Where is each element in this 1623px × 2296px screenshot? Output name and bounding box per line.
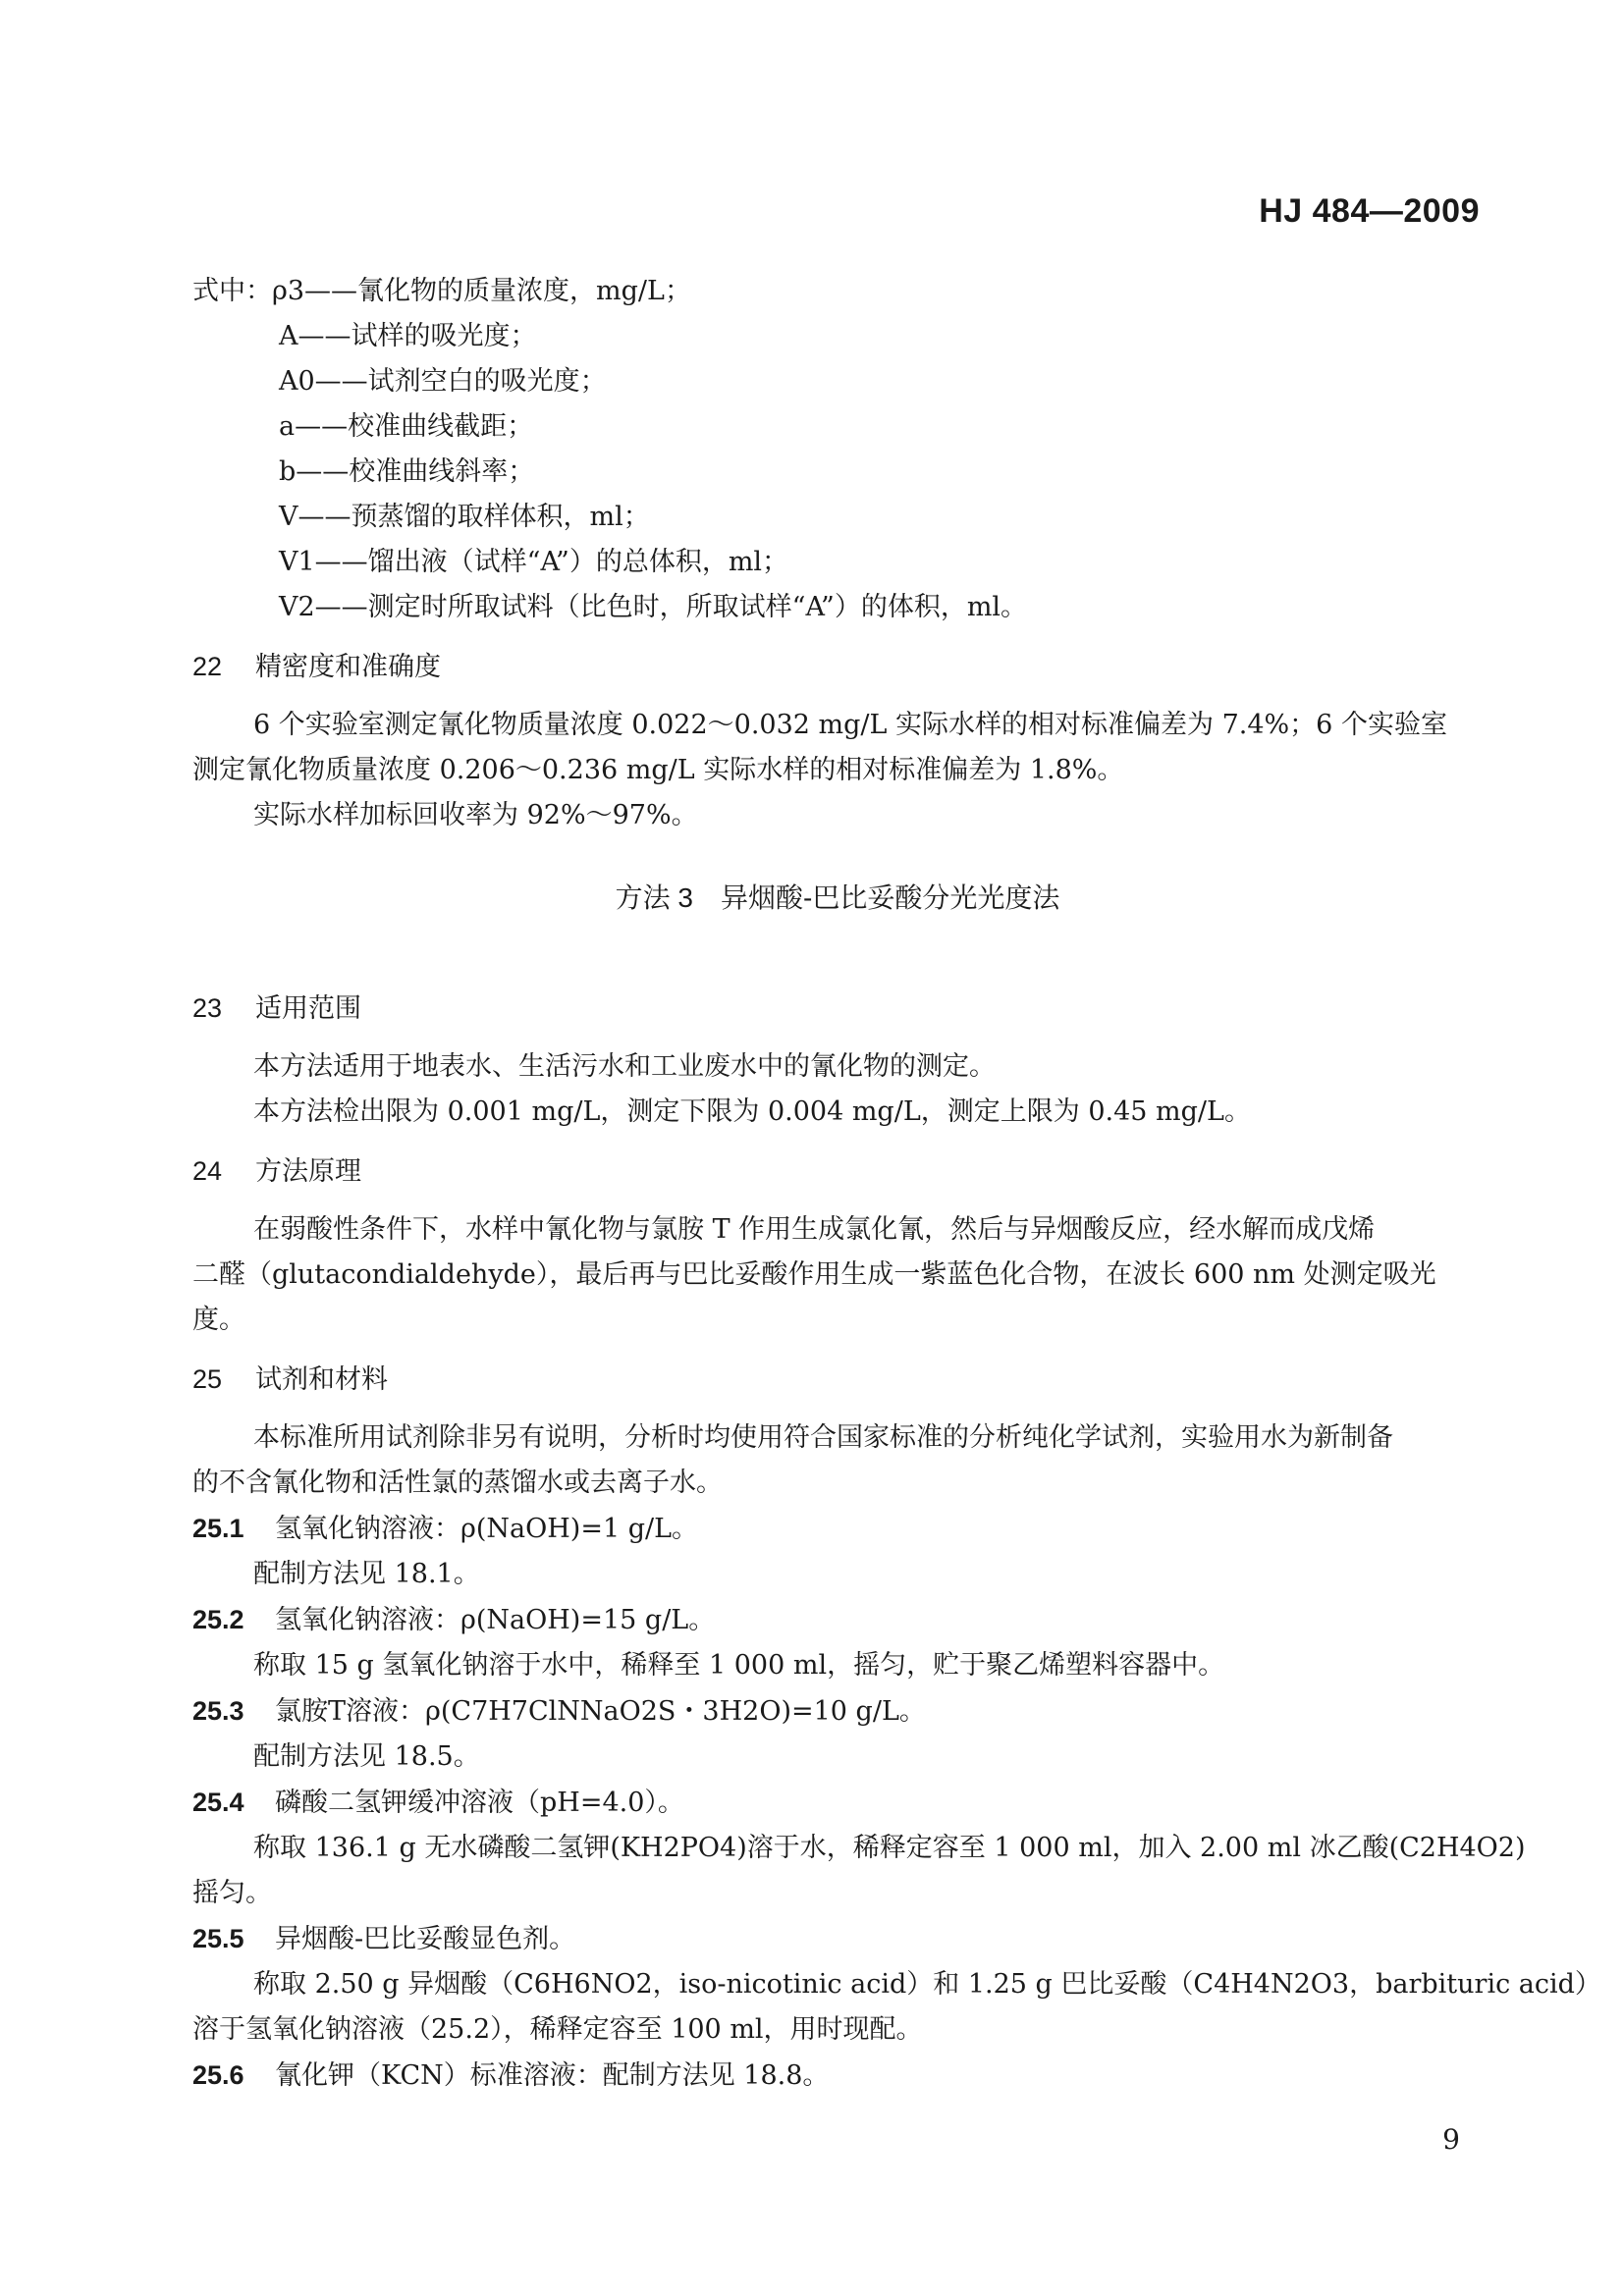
subsection-text: 氢氧化钠溶液：ρ(NaOH)=1 g/L。 [275,1514,699,1544]
section-number: 25 [192,1364,223,1394]
section-heading [192,1357,1483,1402]
paragraph-line: 度。 [192,1305,245,1335]
page-content [192,269,1601,2099]
section-heading [192,644,1483,689]
subsection-detail: 摇匀。 [192,1878,272,1908]
formula-var: A0——试剂空白的吸光度； [279,366,607,397]
subsection-number: 25.4 [192,1788,244,1817]
subsection-text: 异烟酸-巴比妥酸显色剂。 [275,1924,576,1954]
subsection-detail: 配制方法见 18.1。 [253,1559,480,1589]
subsection-detail: 溶于氢氧化钠溶液（25.2），稀释定容至 100 ml，用时现配。 [192,2014,923,2045]
paragraph-line: 二醛（glutacondialdehyde），最后再与巴比妥酸作用生成一紫蓝色化合物，在波长 600 nm 处测定吸光 [192,1259,1436,1290]
subsection-text: 氢氧化钠溶液：ρ(NaOH)=15 g/L。 [275,1605,716,1635]
paragraph-line: 本方法检出限为 0.001 mg/L，测定下限为 0.004 mg/L，测定上限为 0.45 mg/L。 [253,1096,1251,1127]
method-title: 方法 3 异烟酸-巴比妥酸分光光度法 [615,882,1060,913]
subsection-number: 25.3 [192,1696,244,1726]
section-heading [192,986,1483,1031]
paragraph-line: 本标准所用试剂除非另有说明，分析时均使用符合国家标准的分析纯化学试剂，实验用水为新制备 [253,1422,1393,1453]
subsection-item [192,1780,1483,1826]
subsection-number: 25.6 [192,2060,244,2090]
paragraph-line: 测定氰化物质量浓度 0.206～0.236 mg/L 实际水样的相对标准偏差为 1.8%。 [192,755,1124,785]
section-number: 24 [192,1156,223,1186]
formula-var: b——校准曲线斜率； [279,456,535,487]
paragraph-line: 的不含氰化物和活性氯的蒸馏水或去离子水。 [192,1468,723,1498]
subsection-detail: 称取 15 g 氢氧化钠溶于水中，稀释至 1 000 ml，摇匀，贮于聚乙烯塑料容器中。 [253,1650,1225,1681]
section-title: 适用范围 [255,993,361,1023]
subsection-number: 25.1 [192,1514,244,1543]
paragraph-line: 在弱酸性条件下，水样中氰化物与氯胺 T 作用生成氯化氰，然后与异烟酸反应，经水解而成戊烯 [253,1214,1376,1245]
formula-var: V——预蒸馏的取样体积，ml； [279,502,650,532]
formula-var: A——试样的吸光度； [279,321,537,351]
subsection-item [192,1506,1483,1552]
formula-var: V2——测定时所取试料（比色时，所取试样“A”）的体积，ml。 [279,592,1028,622]
formula-var: 式中：ρ3——氰化物的质量浓度，mg/L； [192,276,691,306]
standard-code: HJ 484—2009 [1259,192,1480,230]
subsection-number: 25.5 [192,1924,244,1953]
subsection-text: 磷酸二氢钾缓冲溶液（pH=4.0）。 [275,1788,684,1818]
section-heading [192,1148,1483,1194]
subsection-text: 氯胺T溶液：ρ(C7H7ClNNaO2S・3H2O)=10 g/L。 [275,1696,926,1727]
paragraph-line: 实际水样加标回收率为 92%～97%。 [253,800,698,830]
section-title: 试剂和材料 [255,1364,388,1394]
section-number: 22 [192,652,223,681]
paragraph-line: 本方法适用于地表水、生活污水和工业废水中的氰化物的测定。 [253,1051,996,1082]
subsection-item [192,2053,1483,2099]
page-number: 9 [1442,2123,1460,2156]
formula-var: a——校准曲线截距； [279,411,534,442]
section-title: 方法原理 [255,1156,361,1186]
subsection-detail: 称取 2.50 g 异烟酸（C6H6NO2，iso-nicotinic acid）和 1.25 g 巴比妥酸（C4H4N2O3，barbituric acid） [253,1969,1601,2000]
subsection-detail: 称取 136.1 g 无水磷酸二氢钾(KH2PO4)溶于水，稀释定容至 1 000 ml，加入 2.00 ml 冰乙酸(C2H4O2) [253,1833,1526,1863]
subsection-item [192,1916,1483,1962]
formula-var: V1——馏出液（试样“A”）的总体积，ml； [279,547,789,577]
subsection-number: 25.2 [192,1605,244,1634]
section-title: 精密度和准确度 [255,652,441,681]
subsection-text: 氰化钾（KCN）标准溶液：配制方法见 18.8。 [275,2060,830,2091]
formula-variable-list [192,269,1483,630]
subsection-item [192,1688,1483,1735]
section-number: 23 [192,993,223,1023]
subsection-detail: 配制方法见 18.5。 [253,1741,480,1772]
subsection-item [192,1597,1483,1643]
paragraph-line: 6 个实验室测定氰化物质量浓度 0.022～0.032 mg/L 实际水样的相对标准偏差为 7.4%；6 个实验室 [253,710,1447,740]
